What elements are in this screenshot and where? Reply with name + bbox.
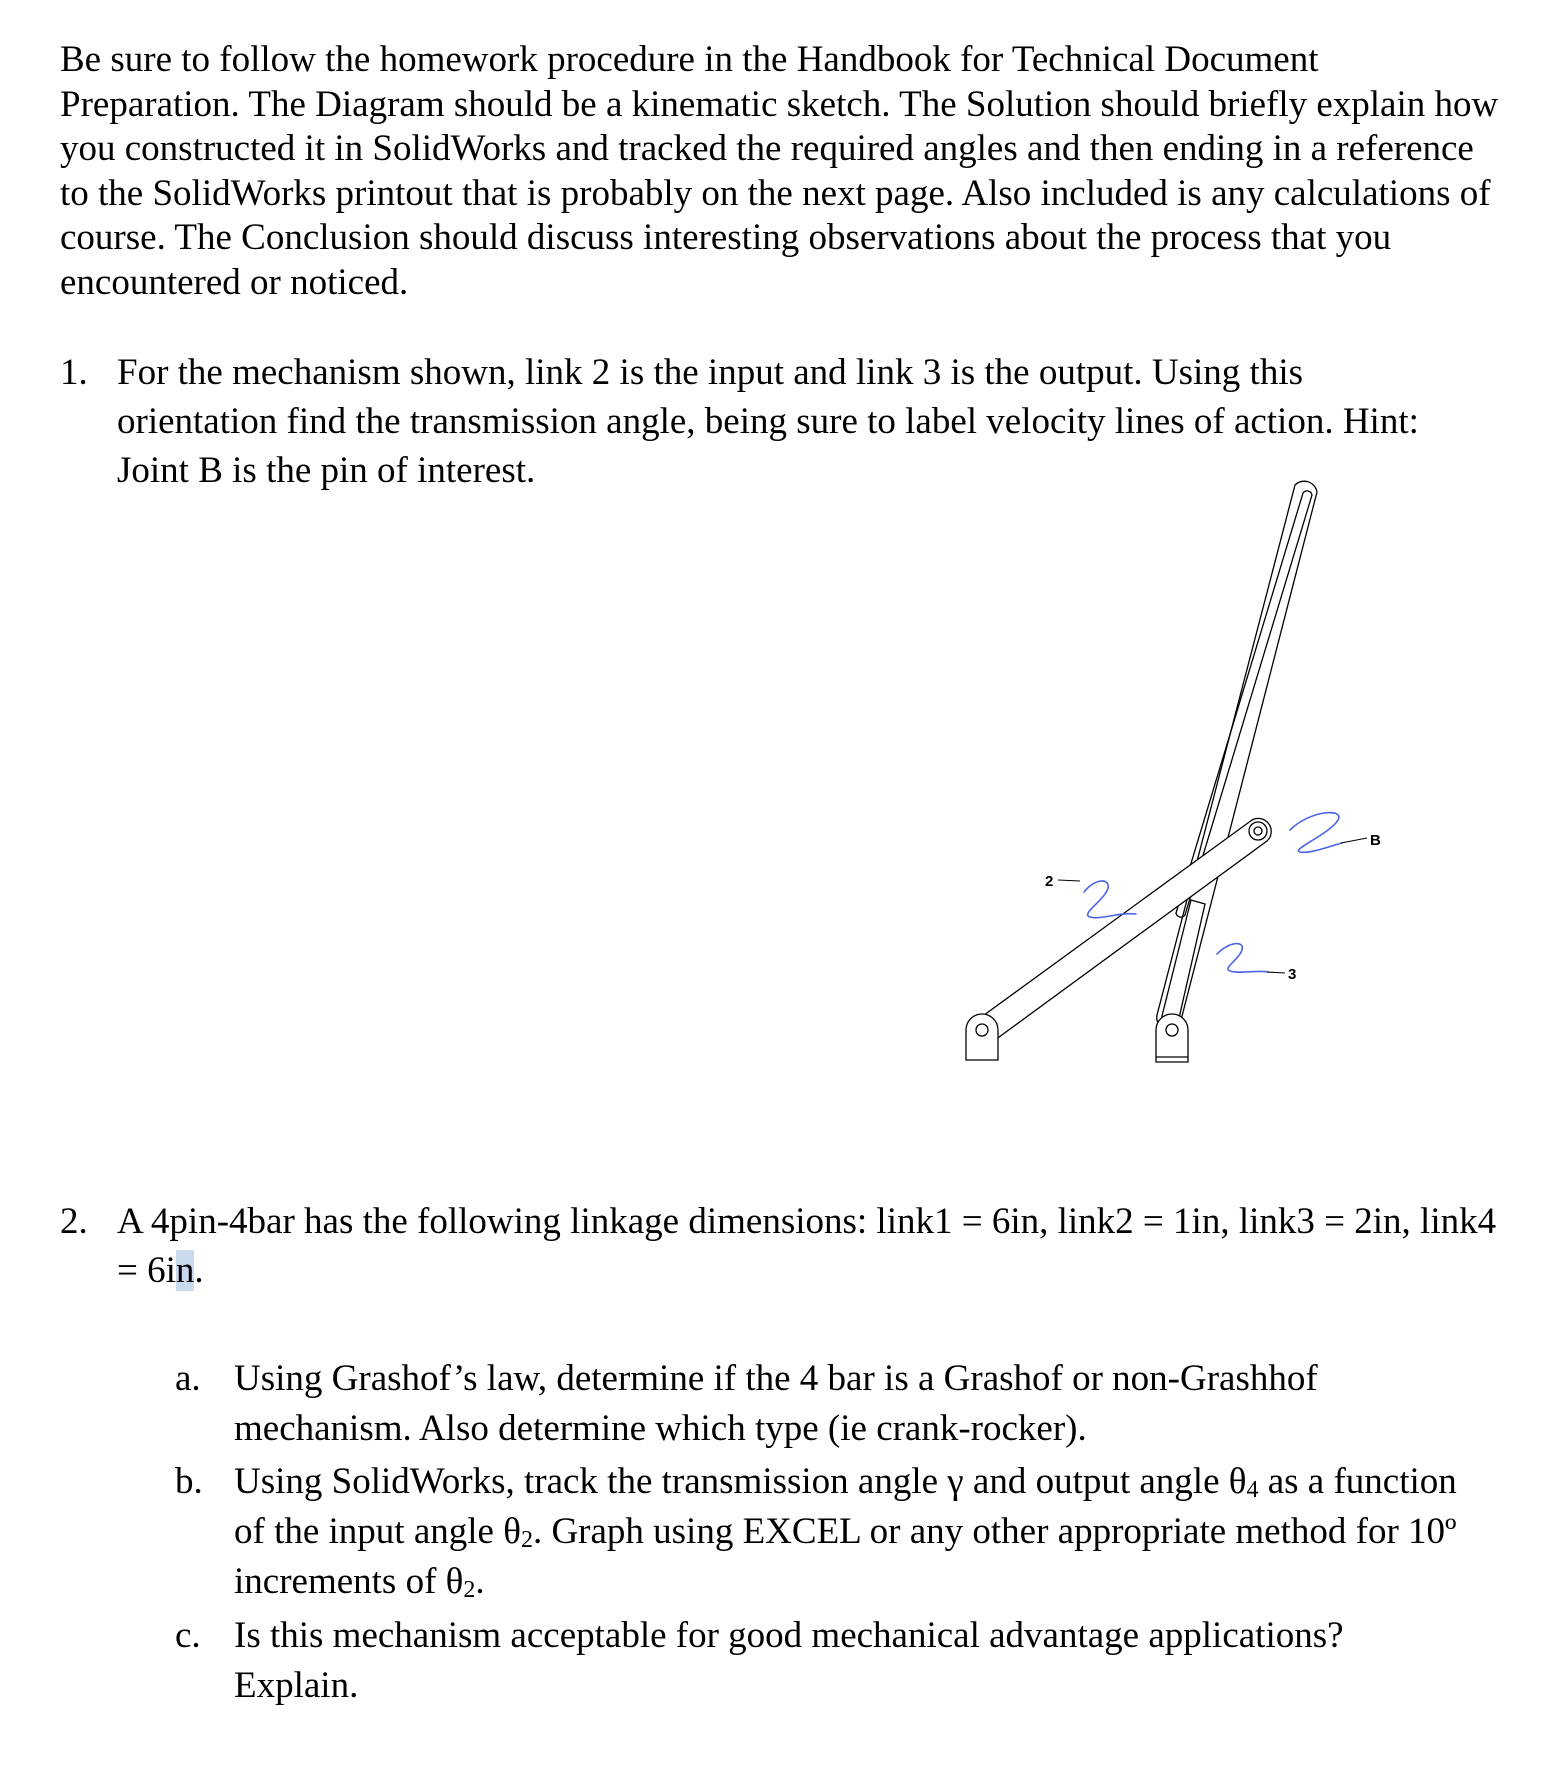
- ground-pivot-right: [1156, 1014, 1188, 1062]
- question-2: [60, 1197, 1500, 1295]
- question-2-text-end: .: [194, 1250, 204, 1291]
- question-2b-text-part2: as a function of the input angle θ: [234, 1461, 1457, 1552]
- subscript-theta-2-second: 2: [463, 1577, 476, 1603]
- label-link-2: 2: [1045, 873, 1054, 890]
- question-2b-text-part3: . Graph using EXCEL or any other appropriate method for 10º increments of θ: [234, 1511, 1457, 1602]
- question-2-text-main: A 4pin-4bar has the following linkage dimensions: link1 = 6in, link2 = 1in, link3 = 2in, link4 = 6i: [117, 1201, 1497, 1291]
- question-2b-text: [175, 1457, 1475, 1607]
- question-2-text: [60, 1197, 1500, 1295]
- label-link-3: 3: [1288, 966, 1297, 983]
- text-selection-highlight: n: [175, 1250, 195, 1291]
- question-1-number: 1.: [60, 352, 88, 393]
- mechanism-diagram: [960, 480, 1470, 1100]
- subscript-theta-4: 4: [1246, 1477, 1259, 1503]
- subscript-theta-2: 2: [520, 1527, 533, 1553]
- ground-pivot-left: [966, 1014, 998, 1060]
- question-2b: [175, 1457, 1475, 1607]
- question-1: [60, 348, 1460, 495]
- joint-b-pin: [1249, 822, 1267, 840]
- question-2c: [175, 1611, 1475, 1711]
- link-2: [980, 818, 1271, 1040]
- question-2b-text-part1: Using SolidWorks, track the transmission angle γ and output angle θ: [234, 1461, 1247, 1502]
- question-2a: [175, 1354, 1475, 1454]
- question-2a-letter: a.: [175, 1358, 201, 1399]
- question-2c-letter: c.: [175, 1615, 201, 1656]
- question-1-text: For the mechanism shown, link 2 is the input and link 3 is the output. Using this orientation find the transmission angle, being sure to label velocity lines of action. Hint: Joint B is the pin of interest.: [117, 352, 1419, 491]
- question-2b-letter: b.: [175, 1461, 203, 1502]
- intro-paragraph: Be sure to follow the homework procedure in the Handbook for Technical Document Preparation. The Diagram should be a kinematic sketch. The Solution should briefly explain how you constructed it in SolidWorks and tracked the required angles and then ending in a reference to the SolidWorks printout that is probably on the next page. Also included is any calculations of course. The Conclusion should discuss interesting observations about the process that you encountered or noticed.: [60, 39, 1499, 303]
- label-joint-b: B: [1370, 832, 1381, 849]
- question-2-number: 2.: [60, 1201, 88, 1242]
- question-2b-text-part4: .: [475, 1561, 485, 1602]
- question-2c-text: Is this mechanism acceptable for good mechanical advantage applications? Explain.: [234, 1615, 1344, 1706]
- question-2a-text: Using Grashof’s law, determine if the 4 bar is a Grashof or non-Grashhof mechanism. Also determine which type (ie crank-rocker).: [234, 1358, 1318, 1449]
